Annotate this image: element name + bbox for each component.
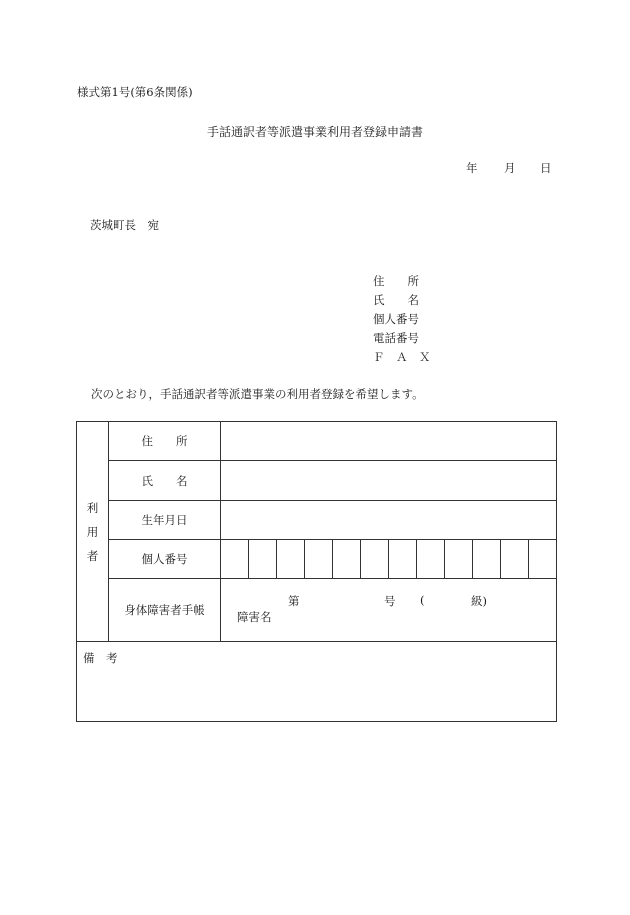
digit-cell[interactable] xyxy=(416,540,444,578)
birthdate-label: 生年月日 xyxy=(109,501,221,540)
digit-cell[interactable] xyxy=(221,540,248,578)
handbook-grade-label: 級) xyxy=(471,594,487,608)
digit-cell[interactable] xyxy=(332,540,360,578)
intro-text: 次のとおり，手話通訳者等派遣事業の利用者登録を希望します。 xyxy=(91,387,424,401)
digit-cell[interactable] xyxy=(500,540,528,578)
date-year-label: 年 xyxy=(466,161,478,175)
digit-cell[interactable] xyxy=(472,540,500,578)
address-field[interactable] xyxy=(221,422,557,461)
birthdate-field[interactable] xyxy=(221,501,557,540)
disability-name-label: 障害名 xyxy=(237,610,272,624)
digit-cell[interactable] xyxy=(248,540,276,578)
handbook-dai-label: 第 xyxy=(288,594,300,608)
addressee: 茨城町長 宛 xyxy=(90,218,159,232)
digit-cell[interactable] xyxy=(276,540,304,578)
individual-number-label: 個人番号 xyxy=(109,540,221,579)
name-label: 氏 名 xyxy=(109,461,221,501)
applicant-phone-label: 電話番号 xyxy=(373,331,419,345)
address-label: 住 所 xyxy=(109,422,221,461)
individual-number-field[interactable] xyxy=(221,540,557,579)
digit-cell[interactable] xyxy=(528,540,556,578)
handbook-go-label: 号 xyxy=(384,594,396,608)
disability-handbook-field[interactable] xyxy=(221,579,557,642)
date-month-label: 月 xyxy=(504,161,516,175)
digit-cell[interactable] xyxy=(360,540,388,578)
applicant-individual-number-label: 個人番号 xyxy=(373,312,419,326)
applicant-info-block xyxy=(373,272,431,367)
applicant-name-label: 氏 名 xyxy=(373,293,419,307)
digit-cell[interactable] xyxy=(388,540,416,578)
document-title: 手話通訳者等派遣事業利用者登録申請書 xyxy=(206,125,423,139)
handbook-paren-open: ( xyxy=(420,593,425,607)
disability-handbook-label: 身体障害者手帳 xyxy=(109,579,221,642)
user-section-label: 利 用 者 xyxy=(77,422,109,642)
applicant-address-label: 住 所 xyxy=(373,274,419,288)
notes-label: 備 考 xyxy=(83,651,118,665)
registration-table xyxy=(76,421,557,722)
notes-field[interactable] xyxy=(77,642,557,722)
applicant-fax-label: Ｆ Ａ Ｘ xyxy=(373,350,431,364)
digit-cell[interactable] xyxy=(444,540,472,578)
form-number: 様式第1号(第6条関係) xyxy=(77,85,193,99)
date-day-label: 日 xyxy=(540,161,552,175)
name-field[interactable] xyxy=(221,461,557,501)
digit-cell[interactable] xyxy=(304,540,332,578)
